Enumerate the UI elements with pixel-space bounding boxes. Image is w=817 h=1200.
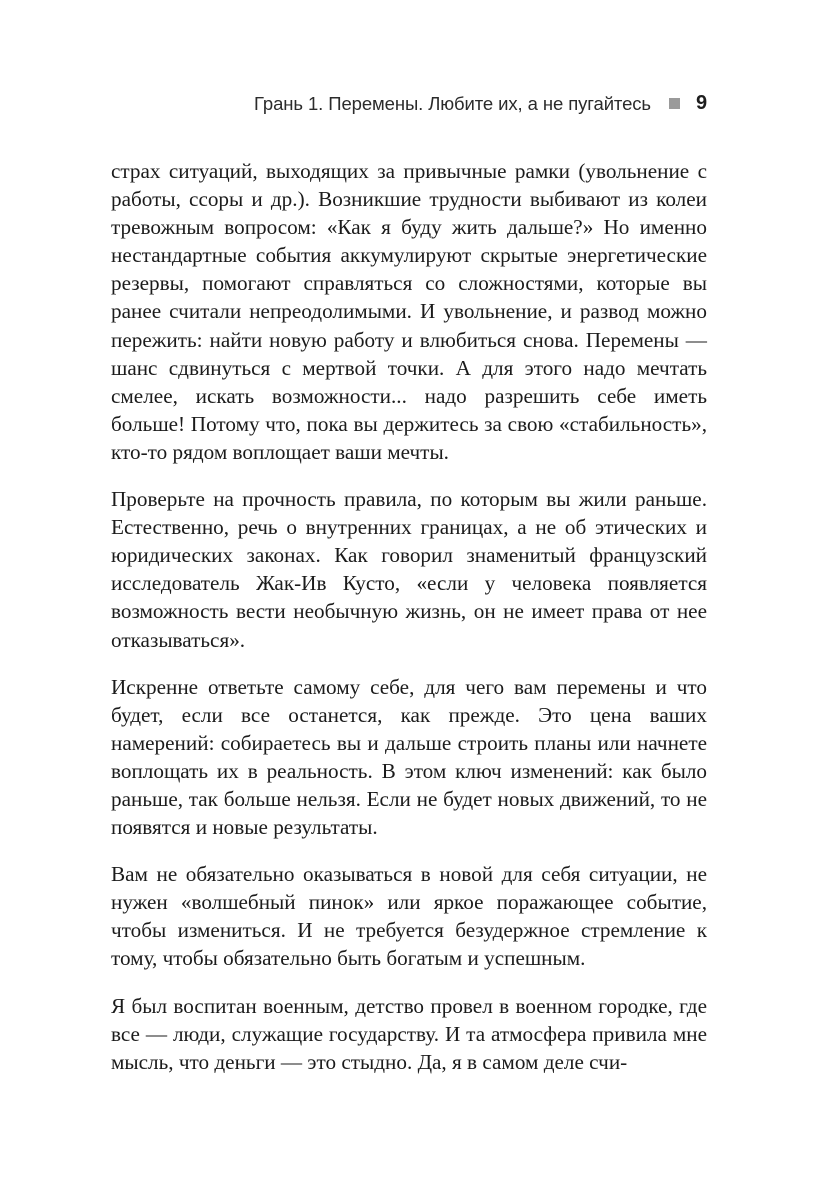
paragraph-3: Искренне ответьте самому себе, для чего вам перемены и что будет, если все останется, как прежде. Это цена ваших намерений: собираетесь вы и дальше строить планы или начнете воплощать их в реальность. В этом ключ изменений: как было раньше, так больше нельзя. Если не будет новых движений, то не появятся и новые результаты. [111, 674, 707, 840]
paragraph-1: страх ситуаций, выходящих за привычные рамки (увольнение с работы, ссоры и др.). Возникшие трудности выбивают из колеи тревожным вопросом: «Как я буду жить дальше?» Но именно нестандартные события аккумулируют скрытые энергетические резервы, помогают справляться со сложностями, которые вы ранее считали непреодолимыми. И увольнение, и развод можно пережить: найти новую работу и влюбиться снова. Перемены — шанс сдвинуться с мертвой точки. А для этого надо мечтать смелее, искать возможности... надо разрешить себе иметь больше! Потому что, пока вы держитесь за свою «стабильность», кто-то рядом воплощает ваши мечты. [111, 159, 707, 464]
paragraph-4: Вам не обязательно оказываться в новой для себя ситуации, не нужен «волшебный пинок» или яркое поражающее событие, чтобы измениться. И не требуется безудержное стремление к тому, чтобы обязательно быть богатым и успешным. [111, 862, 707, 971]
body-text [111, 157, 707, 1095]
paragraph-2: Проверьте на прочность правила, по которым вы жили раньше. Естественно, речь о внутренних границах, а не об этических и юридических законах. Как говорил знаменитый французский исследователь Жак-Ив Кусто, «если у человека появляется возможность вести необычную жизнь, он не имеет права от нее отказываться». [111, 487, 707, 652]
running-header [254, 92, 707, 115]
square-marker-icon [669, 98, 680, 109]
paragraph-5: Я был воспитан военным, детство провел в военном городке, где все — люди, служащие государству. И та атмосфера привила мне мысль, что деньги — это стыдно. Да, я в самом деле счи- [111, 993, 707, 1074]
page-number: 9 [695, 92, 707, 114]
running-title: Грань 1. Перемены. Любите их, а не пугайтесь [254, 92, 651, 114]
